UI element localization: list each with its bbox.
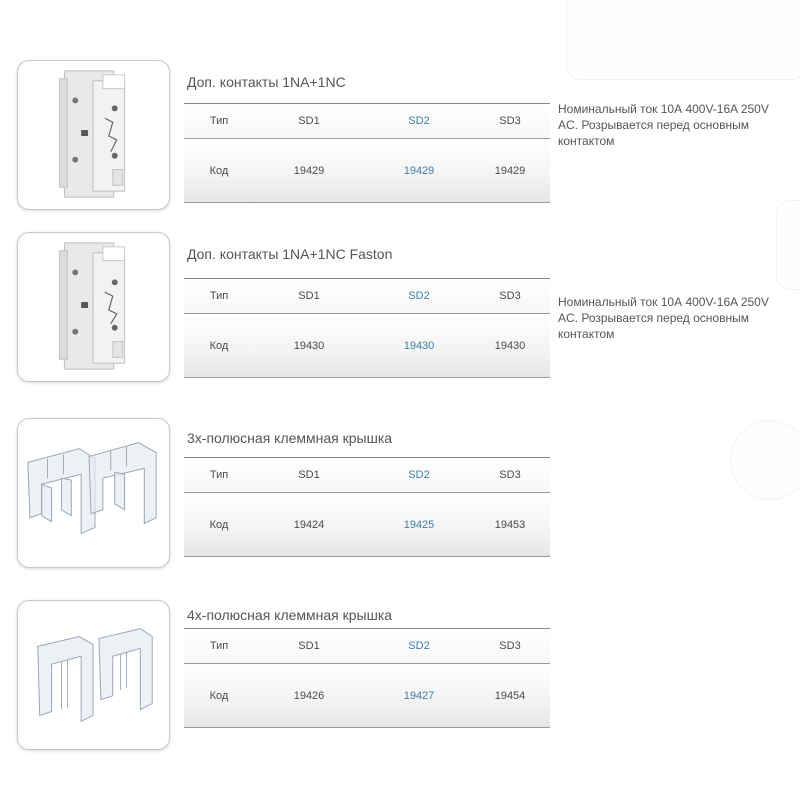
header-sd1: SD1 xyxy=(298,290,320,302)
code-table xyxy=(184,457,550,557)
background-decoration xyxy=(566,0,800,80)
table-row xyxy=(184,493,550,557)
code-sd3: 19454 xyxy=(494,689,526,702)
product-title: Доп. контакты 1NA+1NC xyxy=(187,74,346,90)
table-header-row xyxy=(184,457,550,493)
header-sd1: SD1 xyxy=(298,115,320,127)
product-title: Доп. контакты 1NA+1NC Faston xyxy=(187,246,393,262)
code-sd1: 19429 xyxy=(293,164,325,177)
header-sd1: SD1 xyxy=(298,469,320,481)
code-table xyxy=(184,103,550,203)
code-table xyxy=(184,628,550,728)
code-sd3: 19430 xyxy=(494,339,526,352)
product-image-aux-contacts-faston xyxy=(17,232,170,382)
header-sd3: SD3 xyxy=(499,469,521,481)
code-sd3: 19453 xyxy=(494,518,526,531)
table-header-row xyxy=(184,278,550,314)
background-decoration xyxy=(730,420,800,500)
code-sd1: 19424 xyxy=(293,518,325,531)
header-type: Тип xyxy=(209,640,229,652)
code-sd2: 19430 xyxy=(403,339,435,352)
header-sd3: SD3 xyxy=(499,115,521,127)
code-sd2: 19429 xyxy=(403,164,435,177)
header-type: Тип xyxy=(209,290,229,302)
header-sd2: SD2 xyxy=(408,640,430,652)
header-sd2: SD2 xyxy=(408,115,430,127)
header-sd2: SD2 xyxy=(408,469,430,481)
product-image-terminal-cover-3p xyxy=(17,418,170,568)
code-sd1: 19430 xyxy=(293,339,325,352)
table-row xyxy=(184,664,550,728)
table-header-row xyxy=(184,628,550,664)
header-sd3: SD3 xyxy=(499,640,521,652)
code-sd2: 19427 xyxy=(403,689,435,702)
header-sd3: SD3 xyxy=(499,290,521,302)
code-label: Код xyxy=(209,339,229,352)
header-type: Тип xyxy=(209,469,229,481)
code-sd1: 19426 xyxy=(293,689,325,702)
code-label: Код xyxy=(209,689,229,702)
background-decoration xyxy=(776,200,800,290)
product-title: 3х-полюсная клеммная крышка xyxy=(187,430,393,446)
table-row xyxy=(184,314,550,378)
product-image-aux-contacts xyxy=(17,60,170,210)
product-title: 4х-полюсная клеммная крышка xyxy=(187,607,393,623)
code-sd2: 19425 xyxy=(403,518,435,531)
header-type: Тип xyxy=(209,115,229,127)
table-row xyxy=(184,139,550,203)
code-label: Код xyxy=(209,518,229,531)
product-note: Номинальный ток 10А 400V-16A 250V AC. Розрывается перед основным контактом xyxy=(558,295,769,341)
table-header-row xyxy=(184,103,550,139)
header-sd1: SD1 xyxy=(298,640,320,652)
code-table xyxy=(184,278,550,378)
header-sd2: SD2 xyxy=(408,290,430,302)
product-note: Номинальный ток 10А 400V-16A 250V AC. Розрывается перед основным контактом xyxy=(558,102,769,148)
product-image-terminal-cover-4p xyxy=(17,600,170,750)
code-label: Код xyxy=(209,164,229,177)
code-sd3: 19429 xyxy=(494,164,526,177)
